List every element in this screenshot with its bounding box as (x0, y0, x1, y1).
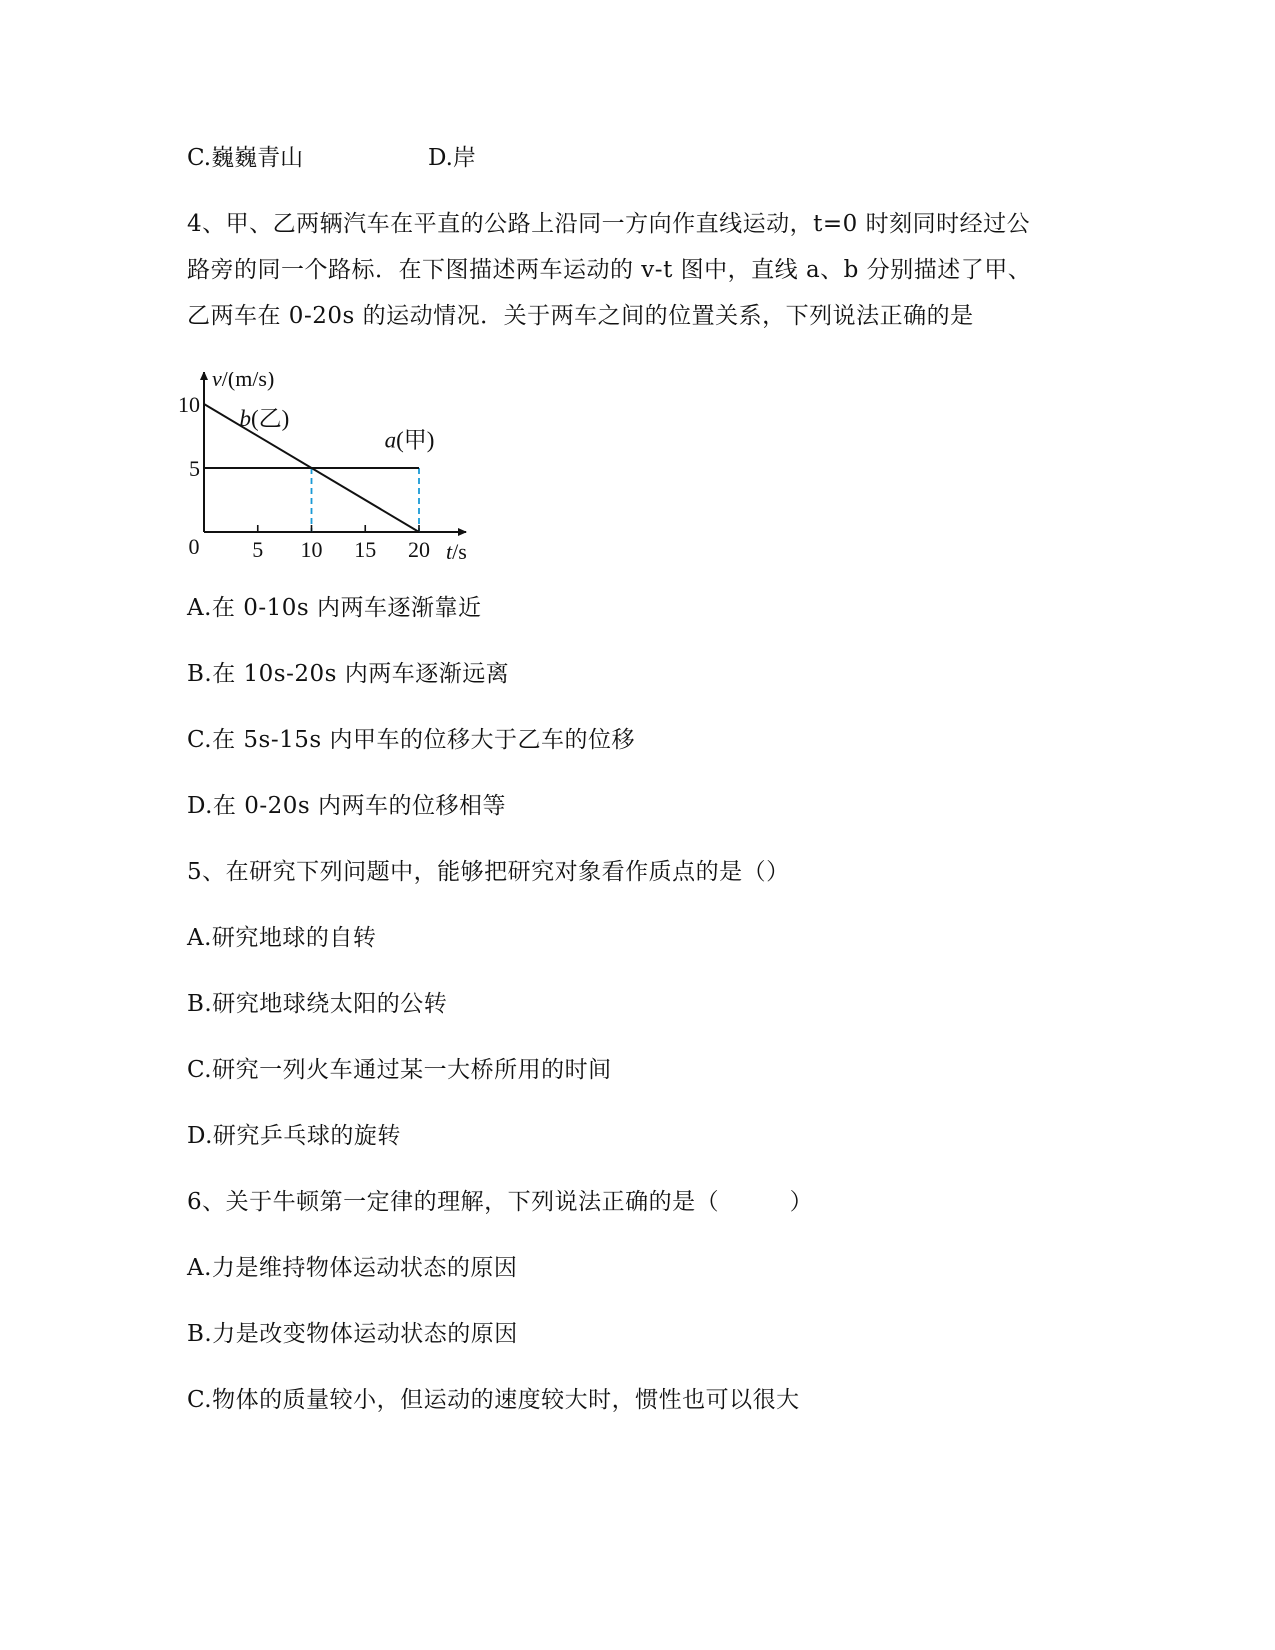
origin-label: 0 (188, 534, 200, 559)
q4-option-a: A.在 0-10s 内两车逐渐靠近 (187, 595, 482, 621)
x-tick-label-10: 10 (300, 537, 323, 562)
x-tick-label-15: 15 (354, 537, 377, 562)
q5-option-b: B.研究地球绕太阳的公转 (187, 991, 448, 1017)
q4-option-b: B.在 10s-20s 内两车逐渐远离 (187, 661, 510, 687)
y-tick-label-5: 5 (189, 456, 200, 481)
series-label-a: a(甲) (384, 427, 435, 453)
q4-option-d: D.在 0-20s 内两车的位移相等 (187, 793, 507, 819)
q4-stem-line-1: 4、甲、乙两辆汽车在平直的公路上沿同一方向作直线运动，t=0 时刻同时经过公 (187, 211, 1031, 237)
q4-stem-line-2: 路旁的同一个路标．在下图描述两车运动的 v-t 图中，直线 a、b 分别描述了甲、 (187, 257, 1032, 283)
q6-option-b: B.力是改变物体运动状态的原因 (187, 1321, 518, 1347)
q4-stem-line-3: 乙两车在 0-20s 的运动情况．关于两车之间的位置关系，下列说法正确的是 (187, 303, 974, 329)
q3-option-d: D.岸 (428, 145, 476, 171)
q6-stem: 6、关于牛顿第一定律的理解，下列说法正确的是（ ） (187, 1189, 814, 1215)
q5-option-c: C.研究一列火车通过某一大桥所用的时间 (187, 1057, 612, 1083)
series-label-b: b(乙) (239, 405, 290, 431)
q6-option-c: C.物体的质量较小，但运动的速度较大时，惯性也可以很大 (187, 1387, 800, 1413)
q5-stem: 5、在研究下列问题中，能够把研究对象看作质点的是（） (187, 859, 790, 885)
q5-option-a: A.研究地球的自转 (187, 925, 377, 951)
y-axis-label: v/(m/s) (212, 372, 275, 391)
q5-option-d: D.研究乒乓球的旋转 (187, 1123, 401, 1149)
x-axis-label: t/s (446, 539, 467, 564)
vt-chart (170, 372, 510, 600)
y-tick-label-10: 10 (178, 392, 200, 417)
x-tick-label-20: 20 (408, 537, 430, 562)
x-tick-label-5: 5 (252, 537, 264, 562)
q4-option-c: C.在 5s-15s 内甲车的位移大于乙车的位移 (187, 727, 635, 753)
q6-option-a: A.力是维持物体运动状态的原因 (187, 1255, 518, 1281)
q3-option-c: C.巍巍青山 (187, 145, 304, 171)
